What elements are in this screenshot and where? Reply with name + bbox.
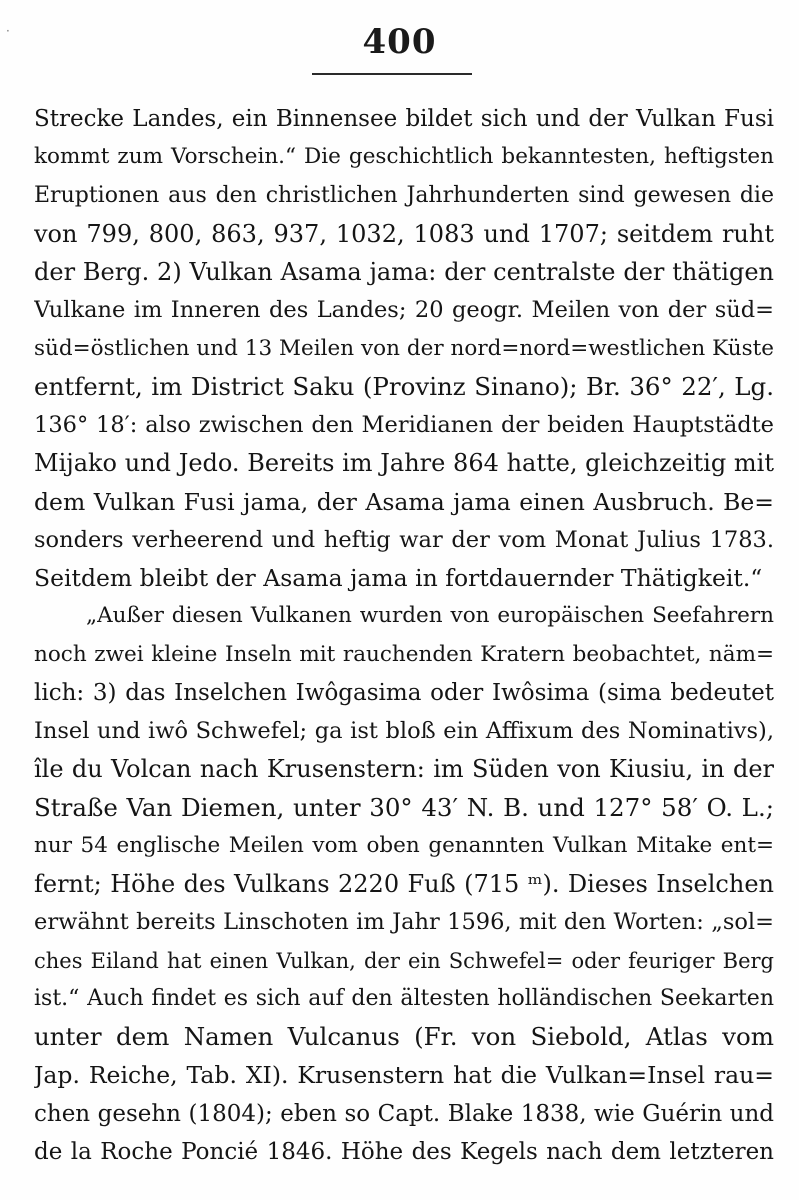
text-line: Vulkane im Inneren des Landes; 20 geogr. Meilen von der süd= [34, 297, 774, 324]
text-line: dem Vulkan Fusi jama, der Asama jama einen Ausbruch. Be= [34, 487, 774, 516]
text-line: Seitdem bleibt der Asama jama in fortdauernder Thätigkeit.“ [34, 564, 763, 592]
text-line: erwähnt bereits Linschoten im Jahr 1596, mit den Worten: „sol= [34, 909, 774, 936]
text-line: unter dem Namen Vulcanus (Fr. von Siebold, Atlas vom [34, 1022, 774, 1051]
text-line: Straße Van Diemen, unter 30° 43′ N. B. und 127° 58′ O. L.; [34, 792, 774, 822]
text-line: noch zwei kleine Inseln mit rauchenden Kratern beobachtet, näm= [34, 641, 774, 667]
text-line-paragraph-start: „Außer diesen Vulkanen wurden von europäischen Seefahrern [86, 603, 774, 629]
body-text [34, 100, 774, 1171]
text-line: sonders verheerend und heftig war der vom Monat Julius 1783. [34, 526, 774, 553]
text-line: Eruptionen aus den christlichen Jahrhunderten sind gewesen die [34, 182, 774, 208]
header-rule [312, 73, 472, 75]
text-line: Strecke Landes, ein Binnensee bildet sich und der Vulkan Fusi [34, 106, 774, 132]
text-line: fernt; Höhe des Vulkans 2220 Fuß (715 ᵐ). Dieses Inselchen [34, 870, 774, 898]
text-line: 136° 18′: also zwischen den Meridianen der beiden Hauptstädte [34, 412, 774, 438]
text-line: Jap. Reiche, Tab. XI). Krusenstern hat die Vulkan=Insel rau= [34, 1061, 774, 1090]
text-line: de la Roche Poncié 1846. Höhe des Kegels nach dem letzteren [34, 1138, 774, 1165]
text-line: süd=östlichen und 13 Meilen von der nord=nord=westlichen Küste [34, 335, 774, 361]
text-line: entfernt, im District Saku (Provinz Sinano); Br. 36° 22′, Lg. [34, 371, 774, 401]
page-number: 400 [362, 22, 437, 62]
text-line: von 799, 800, 863, 937, 1032, 1083 und 1707; seitdem ruht [34, 219, 774, 248]
text-line: île du Volcan nach Krusenstern: im Süden von Kiusiu, in der [34, 755, 774, 784]
text-line: ist.“ Auch findet es sich auf den ältesten holländischen Seekarten [34, 985, 774, 1011]
text-line: lich: 3) das Inselchen Iwôgasima oder Iwôsima (sima bedeutet [34, 679, 774, 706]
text-line: chen gesehn (1804); eben so Capt. Blake 1838, wie Guérin und [34, 1100, 774, 1127]
text-line: der Berg. 2) Vulkan Asama jama: der centralste der thätigen [34, 258, 774, 286]
text-line: Insel und iwô Schwefel; ga ist bloß ein Affixum des Nominativs), [34, 718, 774, 744]
text-line: Mijako und Jedo. Bereits im Jahre 864 hatte, gleichzeitig mit [34, 449, 774, 478]
text-line: kommt zum Vorschein.“ Die geschichtlich bekanntesten, heftigsten [34, 144, 774, 170]
scan-mark-icon: · [6, 24, 10, 38]
text-line: nur 54 englische Meilen vom oben genannten Vulkan Mitake ent= [34, 832, 774, 858]
text-line: ches Eiland hat einen Vulkan, der ein Schwefel= oder feuriger Berg [34, 948, 774, 973]
